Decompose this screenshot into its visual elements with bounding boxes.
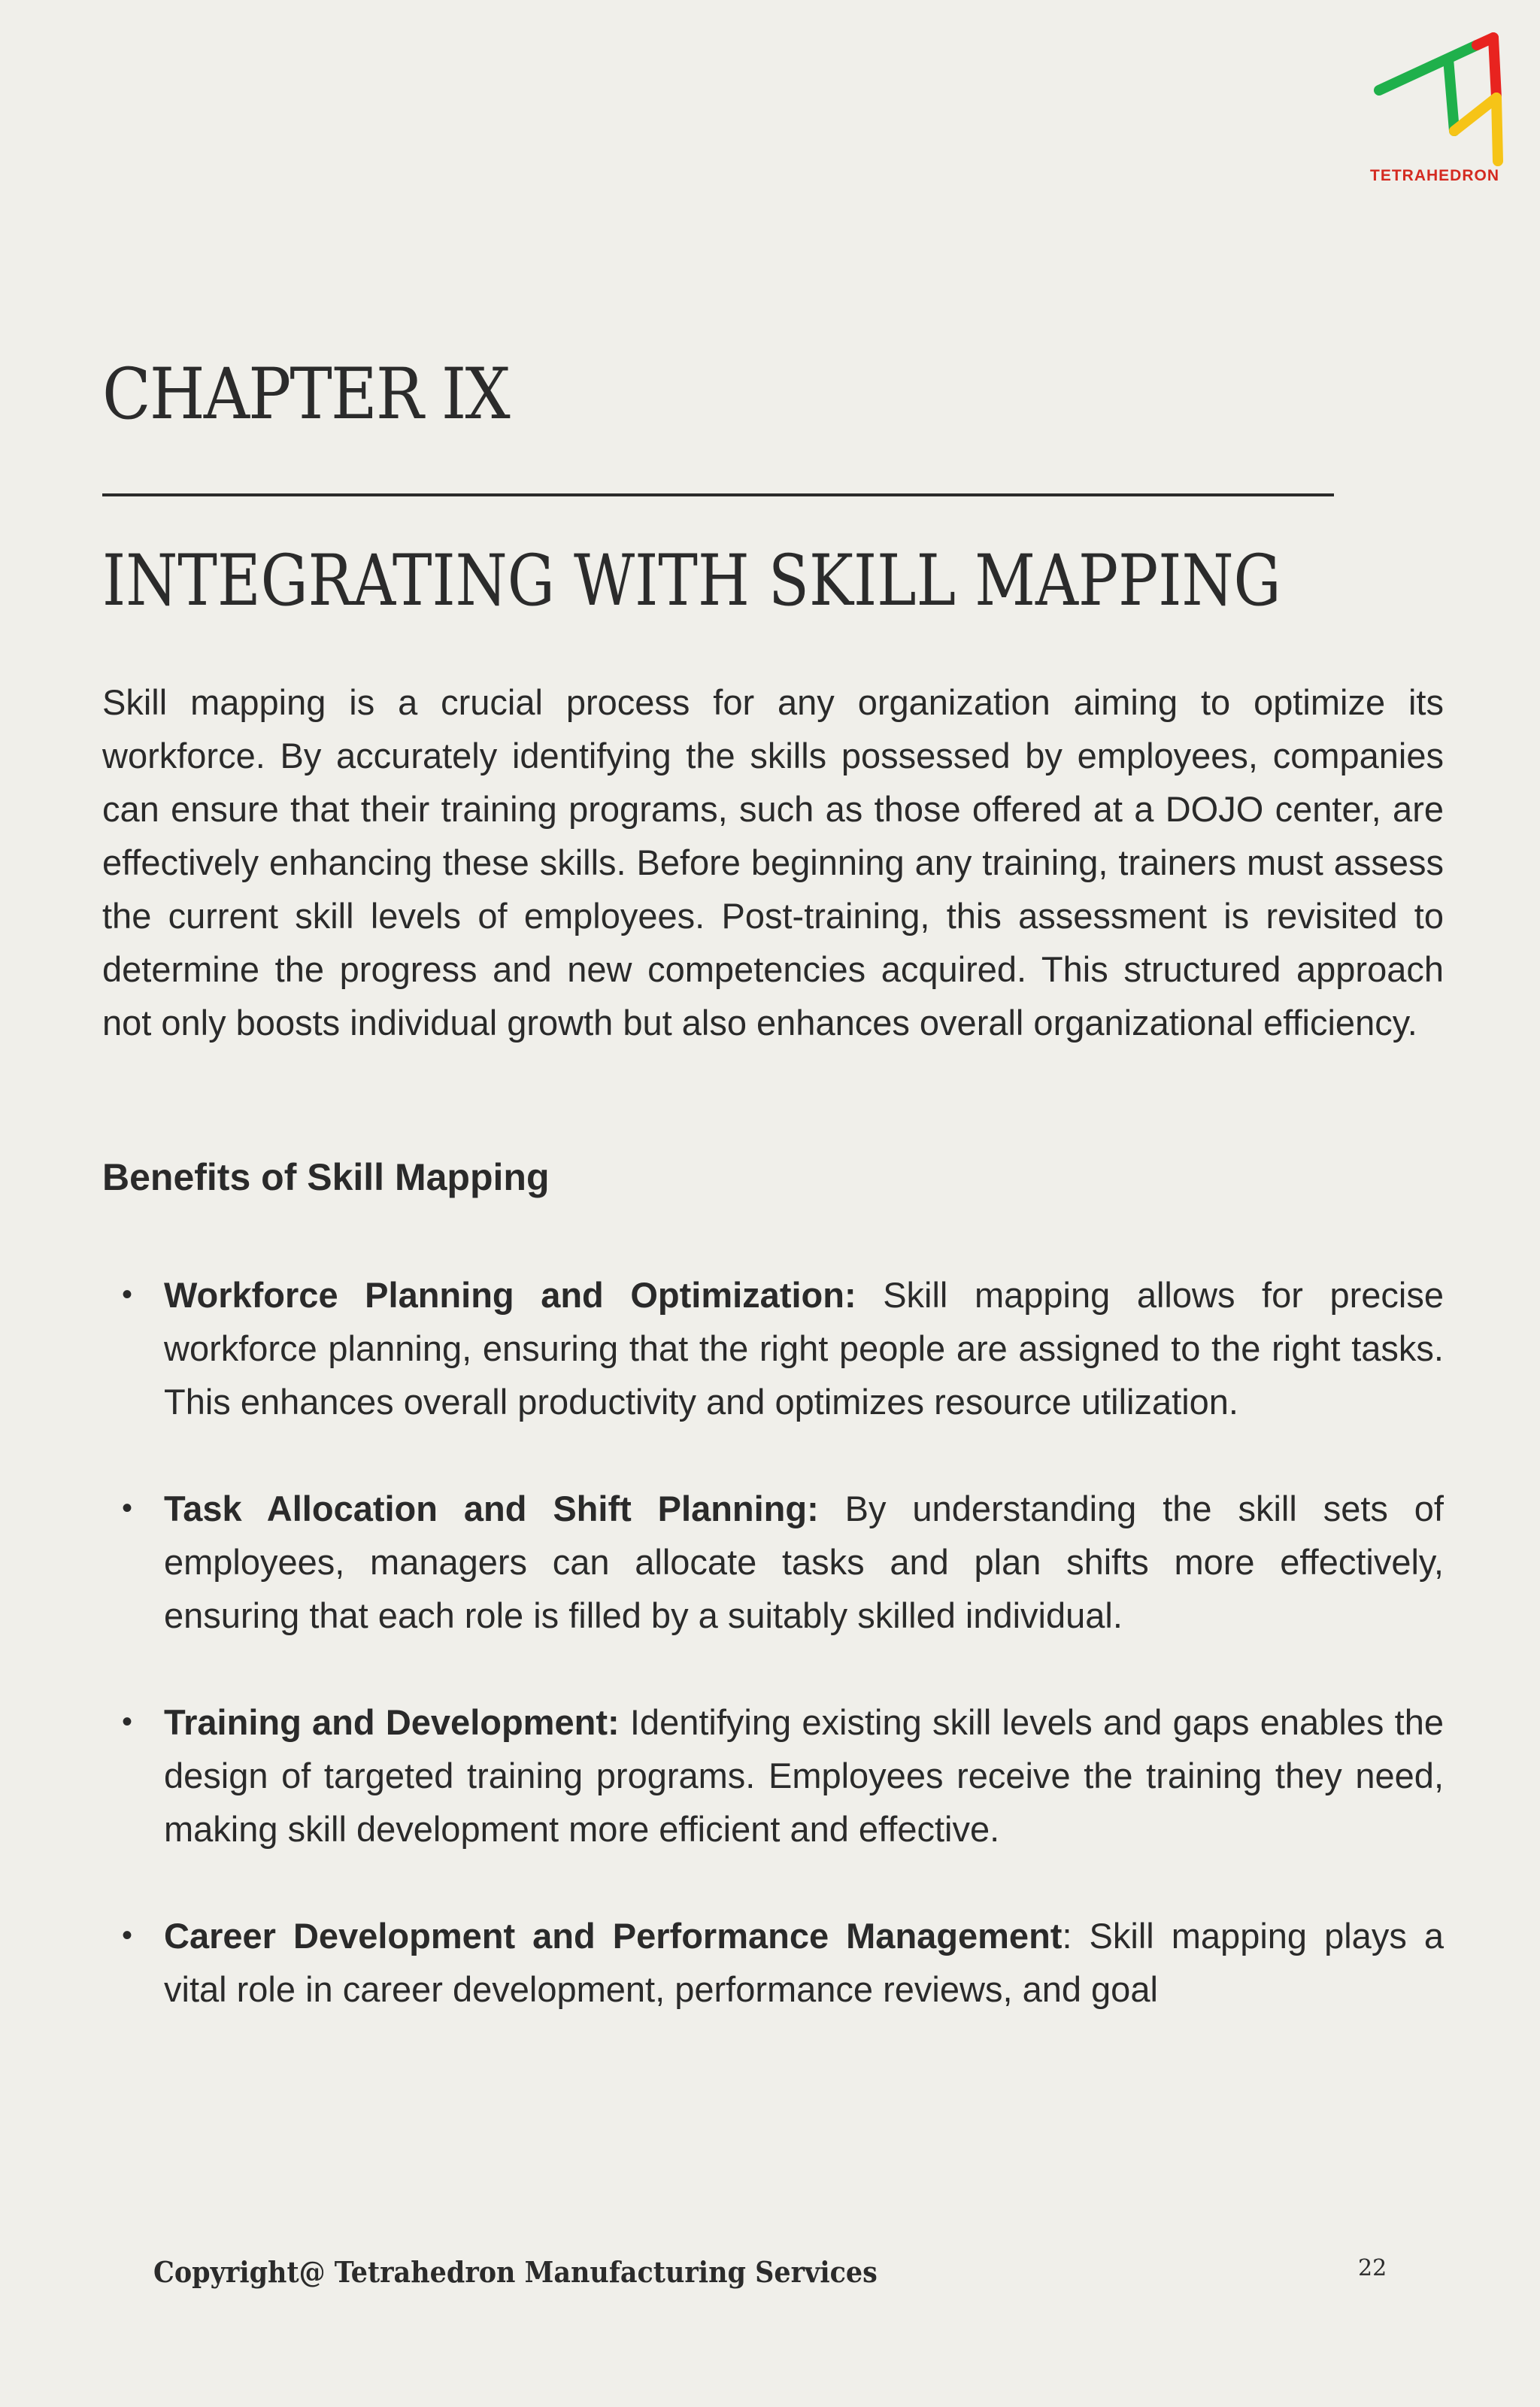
benefit-title: Workforce Planning and Optimization: — [164, 1275, 856, 1315]
tetrahedron-logo-icon — [1372, 29, 1507, 171]
company-logo — [1360, 29, 1510, 194]
benefit-title: Task Allocation and Shift Planning: — [164, 1489, 819, 1528]
benefit-text: : Skill mapping plays a vital role in career development, performance reviews, and goal — [164, 1916, 1444, 2009]
benefit-text: By understanding the skill sets of employees, managers can allocate tasks and plan shifts more effectively, ensuring that each role is filled by a suitably skilled individual. — [164, 1489, 1444, 1635]
benefit-item — [102, 1909, 1444, 2016]
benefit-title: Career Development and Performance Management — [164, 1916, 1063, 1956]
benefit-text: Skill mapping allows for precise workforce planning, ensuring that the right people are assigned to the right tasks. This enhances overall productivity and optimizes resource utilization. — [164, 1275, 1445, 1422]
bullet-icon: • — [122, 1919, 133, 1952]
footer-copyright: Copyright@ Tetrahedron Manufacturing Services — [153, 2255, 878, 2289]
bullet-icon: • — [122, 1705, 133, 1738]
benefits-heading: Benefits of Skill Mapping — [102, 1156, 550, 1198]
benefits-list — [102, 1268, 1444, 2069]
benefit-item — [102, 1268, 1444, 1428]
bullet-icon: • — [122, 1278, 133, 1311]
intro-paragraph: Skill mapping is a crucial process for any organization aiming to optimize its workforce. By accurately identifying the skills possessed by employees, companies can ensure that their training programs, such as those offered at a DOJO center, are effectively enhancing these skills. Before beginning any training, trainers must assess the current skill levels of employees. Post-training, this assessment is revisited to determine the progress and new competencies acquired. This structured approach not only boosts individual growth but also enhances overall organizational efficiency. — [102, 682, 1444, 1043]
bullet-icon: • — [122, 1492, 133, 1525]
benefit-item — [102, 1695, 1444, 1856]
benefit-item — [102, 1482, 1444, 1642]
chapter-label: CHAPTER IX — [102, 354, 509, 436]
chapter-divider — [102, 493, 1334, 496]
page-number: 22 — [1358, 2255, 1387, 2281]
benefit-text: Identifying existing skill levels and gaps enables the design of targeted training programs. Employees receive the training they need, making skill development more efficient and effective. — [164, 1702, 1444, 1849]
logo-wordmark: TETRAHEDRON — [1370, 167, 1499, 184]
chapter-title: INTEGRATING WITH SKILL MAPPING — [102, 540, 1281, 622]
benefit-title: Training and Development: — [164, 1702, 620, 1742]
